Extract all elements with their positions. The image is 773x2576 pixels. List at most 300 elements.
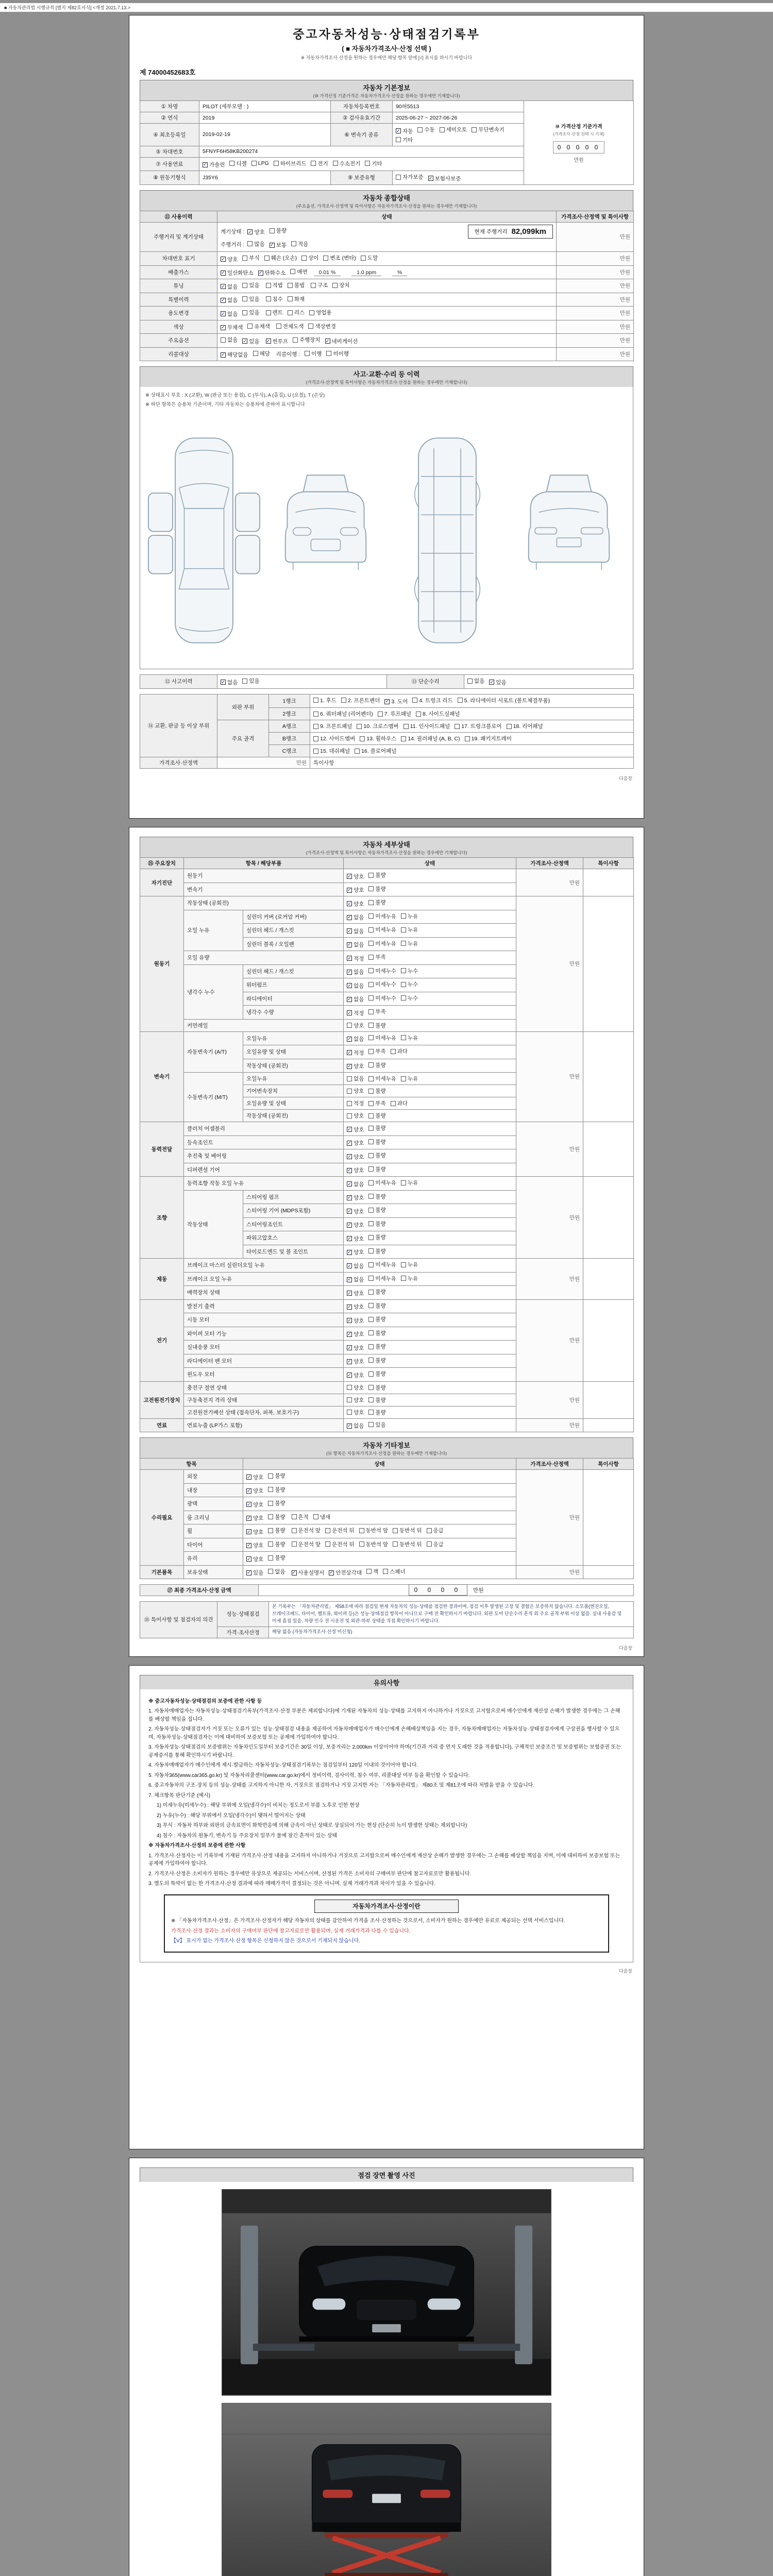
checkbox-checked[interactable] [246, 1555, 263, 1563]
checkbox-unchecked[interactable] [308, 323, 336, 330]
checkbox-checked[interactable] [347, 1009, 364, 1017]
item-label: 와이퍼 모터 기능 [184, 1327, 344, 1341]
checkbox-unchecked[interactable] [357, 722, 398, 730]
checkbox-label: 장치 [339, 282, 350, 289]
checkbox-unchecked[interactable] [368, 885, 385, 893]
checkbox-unchecked[interactable] [313, 722, 352, 730]
usage-change-cell [217, 307, 557, 320]
checkbox-checked[interactable] [329, 1569, 362, 1577]
checkbox-unchecked[interactable] [347, 1087, 364, 1095]
checkbox-unchecked[interactable] [455, 722, 501, 730]
checkbox-unchecked[interactable] [401, 967, 418, 975]
checkbox-unchecked[interactable] [268, 1554, 285, 1562]
checkbox-unchecked[interactable] [253, 350, 270, 358]
checkbox-label: LPG [258, 160, 269, 166]
checkbox-checked[interactable] [347, 1290, 364, 1297]
checkbox-box [268, 1501, 273, 1506]
checkbox-unchecked[interactable] [368, 1421, 385, 1429]
checkbox-unchecked[interactable] [276, 323, 304, 330]
checkbox-box [368, 1371, 374, 1377]
checkbox-label: 양호 [354, 1331, 364, 1337]
checkbox-label: 없음 [354, 996, 364, 1003]
checkbox-unchecked[interactable] [368, 1329, 385, 1337]
checkbox-unchecked[interactable] [313, 747, 350, 755]
checkbox-box: ✓ [270, 242, 274, 247]
checkbox-checked[interactable] [221, 269, 254, 277]
checkbox-unchecked[interactable] [368, 1061, 385, 1069]
checkbox-unchecked[interactable] [368, 1384, 385, 1392]
checkbox-label: 자동 [402, 128, 413, 134]
checkbox-unchecked[interactable] [368, 994, 396, 1002]
checkbox-checked[interactable] [428, 175, 461, 182]
checkbox-unchecked[interactable] [368, 899, 385, 906]
checkbox-unchecked[interactable] [401, 1034, 418, 1042]
checkbox-box [393, 1528, 398, 1533]
price-cell: 만원 [516, 1470, 583, 1566]
checkbox-unchecked[interactable] [368, 1370, 385, 1378]
checkbox-box: ✓ [347, 914, 351, 920]
checkbox-unchecked[interactable] [268, 1486, 285, 1494]
checkbox-unchecked[interactable] [361, 254, 378, 262]
checkbox-unchecked[interactable] [368, 1034, 396, 1042]
checkbox-unchecked[interactable] [368, 1193, 385, 1200]
checkbox-checked[interactable] [221, 256, 238, 263]
status-checkbox-group [344, 1177, 516, 1191]
checkbox-unchecked[interactable] [368, 1315, 385, 1323]
car-damage-diagrams [140, 412, 633, 669]
checkbox-unchecked[interactable] [396, 173, 424, 181]
checkbox-label: 양호 [253, 1474, 264, 1481]
checkbox-checked[interactable] [270, 241, 287, 249]
checkbox-unchecked[interactable] [368, 1087, 385, 1095]
checkbox-box: ✓ [243, 338, 247, 344]
checkbox-unchecked[interactable] [368, 1275, 396, 1282]
checkbox-unchecked[interactable] [368, 926, 396, 934]
checkbox-unchecked[interactable] [366, 1568, 378, 1575]
checkbox-unchecked[interactable] [401, 1075, 418, 1082]
checkbox-unchecked[interactable] [368, 1151, 385, 1159]
checkbox-unchecked[interactable] [266, 309, 283, 316]
checkbox-unchecked[interactable] [325, 1540, 355, 1548]
checkbox-box [401, 1076, 406, 1081]
checkbox-checked[interactable] [347, 941, 364, 948]
checkbox-label: 과다 [397, 1100, 408, 1107]
checkbox-unchecked[interactable] [293, 336, 321, 344]
checkbox-unchecked[interactable] [268, 1472, 285, 1480]
checkbox-checked[interactable] [347, 927, 364, 935]
checkbox-unchecked[interactable] [359, 1540, 389, 1548]
checkbox-unchecked[interactable] [360, 735, 396, 742]
checkbox-checked[interactable] [347, 1262, 364, 1270]
checkbox-unchecked[interactable] [401, 994, 418, 1002]
checkbox-unchecked[interactable] [401, 1261, 418, 1268]
price-base-note: (가격조사·산정 선택 시 기재) [553, 131, 604, 137]
checkbox-checked[interactable] [347, 1194, 364, 1201]
checkbox-unchecked[interactable] [332, 281, 349, 289]
checkbox-unchecked[interactable] [396, 136, 413, 144]
checkbox-unchecked[interactable] [393, 1527, 422, 1534]
checkbox-checked[interactable] [246, 1473, 263, 1481]
row-label: 용도변경 [140, 307, 217, 320]
checkbox-box [242, 310, 247, 315]
table-header-row [140, 858, 634, 869]
checkbox-unchecked[interactable] [368, 1008, 385, 1015]
checkbox-checked[interactable] [347, 1358, 364, 1365]
checkbox-box [368, 941, 374, 946]
checkbox-unchecked[interactable] [368, 1288, 385, 1296]
checkbox-unchecked[interactable] [268, 1513, 285, 1521]
checkbox-unchecked[interactable] [290, 268, 307, 276]
checkbox-unchecked[interactable] [313, 710, 373, 718]
checkbox-unchecked[interactable] [383, 1568, 405, 1575]
checkbox-unchecked[interactable] [242, 309, 259, 316]
checkbox-unchecked[interactable] [427, 1527, 444, 1534]
checkbox-unchecked[interactable] [347, 1396, 364, 1404]
recall-checkbox-group [221, 351, 275, 358]
checkbox-checked[interactable] [247, 228, 264, 236]
table-row [140, 222, 634, 252]
price-cell: 만원 [516, 1177, 583, 1259]
checkbox-box: ✓ [347, 1181, 351, 1187]
checkbox-box [247, 241, 253, 246]
notice-item: 4. 자동차매매업자가 매수인에게 제시·발급하는 자동차성능·상태점검기록부는 점검일부터 120일 이내의 것이어야 합니다. [148, 1762, 418, 1769]
checkbox-checked[interactable] [292, 1569, 325, 1577]
checkbox-unchecked[interactable] [412, 697, 452, 704]
checkbox-checked[interactable] [221, 679, 238, 686]
checkbox-box [313, 749, 318, 754]
checkbox-checked[interactable] [384, 698, 408, 705]
item-label: 등속조인트 [184, 1136, 344, 1149]
checkbox-unchecked[interactable] [292, 1540, 321, 1548]
checkbox-unchecked[interactable] [333, 160, 361, 167]
checkbox-box [368, 1009, 374, 1014]
checkbox-checked[interactable] [221, 351, 248, 359]
checkbox-label: 미세누수 [375, 968, 396, 974]
checkbox-unchecked[interactable] [242, 677, 259, 685]
checkbox-unchecked[interactable] [393, 1540, 422, 1548]
checkbox-unchecked[interactable] [347, 1112, 364, 1120]
checkbox-checked[interactable] [347, 995, 364, 1003]
section-note: (가격조사·산정액 및 특이사항은 자동차가격조사·산정을 원하는 경우에만 기재합니다) [306, 850, 467, 855]
checkbox-unchecked[interactable] [401, 926, 418, 934]
checkbox-unchecked[interactable] [368, 1302, 385, 1310]
checkbox-unchecked[interactable] [465, 735, 512, 742]
status-checkbox-group [344, 1085, 516, 1097]
checkbox-unchecked[interactable] [368, 1343, 385, 1350]
checkbox-label: 양호 [354, 1022, 364, 1029]
checkbox-unchecked[interactable] [326, 350, 348, 358]
checkbox-checked[interactable] [347, 982, 364, 990]
notice-subitem: 4) 침수 : 자동차의 원동기, 변속기 등 주요장치 일부가 물에 잠긴 흔적이 있는 상태 [157, 1833, 338, 1839]
checkbox-box [333, 161, 338, 166]
checkbox-unchecked[interactable] [347, 1099, 364, 1107]
checkbox-unchecked[interactable] [368, 1357, 385, 1364]
checkbox-checked[interactable] [347, 1049, 364, 1057]
checkbox-label: 미세누유 [375, 940, 396, 947]
checkbox-unchecked[interactable] [507, 722, 543, 730]
status-checkbox-group [344, 1259, 516, 1273]
checkbox-unchecked[interactable] [416, 710, 460, 718]
checkbox-unchecked[interactable] [292, 1527, 321, 1534]
checkbox-checked[interactable] [347, 873, 364, 880]
section-title: 자동차 종합상태 [363, 194, 410, 202]
checkbox-unchecked[interactable] [313, 1513, 330, 1521]
checkbox-checked[interactable] [396, 127, 413, 135]
checkbox-unchecked[interactable] [291, 240, 308, 248]
checkbox-unchecked[interactable] [368, 1075, 396, 1082]
checkbox-unchecked[interactable] [368, 1233, 385, 1241]
checkbox-box [396, 175, 401, 180]
checkbox-unchecked[interactable] [251, 160, 269, 166]
checkbox-unchecked[interactable] [313, 697, 337, 704]
checkbox-checked[interactable] [347, 1330, 364, 1338]
note-cell [583, 896, 634, 1032]
checkbox-unchecked[interactable] [368, 953, 385, 961]
checkbox-unchecked[interactable] [365, 160, 382, 167]
checkbox-checked[interactable] [347, 1276, 364, 1283]
checkbox-unchecked[interactable] [368, 1220, 385, 1228]
checkbox-unchecked[interactable] [355, 747, 396, 755]
checkbox-unchecked[interactable] [368, 1124, 385, 1132]
checkbox-unchecked[interactable] [242, 254, 259, 262]
checkbox-label: 누수 [407, 968, 418, 974]
checkbox-unchecked[interactable] [247, 323, 270, 330]
checkbox-unchecked[interactable] [401, 1275, 418, 1282]
checkbox-unchecked[interactable] [368, 1047, 385, 1055]
color-status-cell [217, 320, 557, 334]
checkbox-unchecked[interactable] [347, 1075, 364, 1082]
item-label: 작동상태 (공회전) [184, 896, 344, 910]
checkbox-box [313, 724, 318, 729]
checkbox-unchecked[interactable] [268, 1540, 285, 1548]
checkbox-unchecked[interactable] [368, 1179, 396, 1187]
checkbox-unchecked[interactable] [368, 940, 396, 947]
checkbox-checked[interactable] [347, 1422, 364, 1430]
item-label: 연료누출 (LP가스 포함) [184, 1418, 344, 1432]
checkbox-checked[interactable] [242, 337, 259, 345]
checkbox-box [368, 1330, 374, 1335]
document-number: 제 74000452683호 [140, 69, 196, 76]
checkbox-checked[interactable] [325, 337, 358, 345]
checkbox-label: 양호 [354, 1063, 364, 1070]
checkbox-unchecked[interactable] [247, 240, 264, 248]
part-label: 타이로드엔드 및 볼 조인트 [243, 1245, 344, 1259]
checkbox-checked[interactable] [347, 1317, 364, 1325]
checkbox-unchecked[interactable] [404, 722, 450, 730]
checkbox-unchecked[interactable] [301, 254, 318, 262]
checkbox-unchecked[interactable] [347, 1409, 364, 1416]
checkbox-unchecked[interactable] [368, 1022, 385, 1029]
checkbox-checked[interactable] [258, 269, 286, 277]
checkbox-label: 18. 리어패널 [513, 723, 543, 730]
next-page-marker: 다음장 [618, 1968, 632, 1974]
checkbox-unchecked[interactable] [401, 912, 418, 920]
checkbox-unchecked[interactable] [401, 735, 460, 742]
checkbox-checked[interactable] [347, 1371, 364, 1379]
checkbox-checked[interactable] [246, 1528, 263, 1536]
checkbox-unchecked[interactable] [378, 710, 411, 718]
checkbox-checked[interactable] [347, 955, 364, 962]
checkbox-checked[interactable] [347, 1221, 364, 1229]
checkbox-checked[interactable] [221, 296, 238, 304]
checkbox-checked[interactable] [246, 1569, 263, 1577]
checkbox-unchecked[interactable] [359, 1527, 389, 1534]
checkbox-checked[interactable] [246, 1501, 263, 1509]
checkbox-checked[interactable] [347, 968, 364, 976]
part-label: 작동상태 (공회전) [243, 1059, 344, 1073]
checkbox-checked[interactable] [347, 886, 364, 894]
checkbox-unchecked[interactable] [368, 1165, 385, 1173]
checkbox-unchecked[interactable] [368, 1247, 385, 1255]
checkbox-checked[interactable] [347, 913, 364, 921]
checkbox-box: ✓ [329, 1570, 334, 1575]
checkbox-unchecked[interactable] [325, 1527, 355, 1534]
checkbox-label: 불량 [375, 1088, 386, 1094]
checkbox-label: 네비게이션 [331, 338, 358, 345]
checkbox-checked[interactable] [347, 1208, 364, 1215]
checkbox-unchecked[interactable] [242, 295, 259, 303]
checkbox-unchecked[interactable] [368, 1112, 385, 1120]
item-label: 내장 [184, 1483, 243, 1497]
checkbox-checked[interactable] [221, 324, 243, 331]
checkbox-checked[interactable] [246, 1514, 263, 1522]
checkbox-unchecked[interactable] [311, 281, 328, 289]
checkbox-checked[interactable] [221, 283, 238, 291]
status-checkbox-group [344, 1136, 516, 1149]
checkbox-unchecked[interactable] [440, 126, 467, 133]
checkbox-box [288, 310, 293, 315]
checkbox-unchecked[interactable] [288, 309, 305, 316]
checkbox-checked[interactable] [347, 1180, 364, 1188]
checkbox-unchecked[interactable] [221, 336, 238, 344]
checkbox-unchecked[interactable] [266, 281, 283, 289]
checkbox-unchecked[interactable] [288, 295, 305, 303]
checkbox-box: ✓ [347, 873, 351, 879]
checkbox-unchecked[interactable] [242, 281, 259, 289]
checkbox-unchecked[interactable] [368, 1409, 385, 1416]
note-cell [583, 1565, 634, 1579]
checkbox-unchecked[interactable] [268, 1568, 285, 1575]
checkbox-unchecked[interactable] [368, 1261, 396, 1268]
checkbox-checked[interactable] [347, 1153, 364, 1161]
checkbox-unchecked[interactable] [341, 697, 380, 704]
table-row [140, 896, 634, 910]
checkbox-unchecked[interactable] [274, 160, 307, 167]
emission-status-cell [217, 265, 557, 279]
checkbox-checked[interactable] [246, 1487, 263, 1495]
checkbox-checked[interactable] [203, 161, 225, 168]
checkbox-checked[interactable] [347, 900, 364, 908]
checkbox-unchecked[interactable] [266, 295, 283, 303]
checkbox-checked[interactable] [489, 679, 506, 686]
checkbox-unchecked[interactable] [268, 1527, 285, 1534]
notice-section-title: ※ 자동차가격조사·산정의 보증에 관한 사항 [148, 1843, 246, 1849]
checkbox-unchecked[interactable] [368, 1138, 385, 1146]
price-cell: 만원 [516, 1565, 583, 1579]
checkbox-checked[interactable] [347, 1166, 364, 1174]
checkbox-checked[interactable] [347, 1303, 364, 1311]
checkbox-unchecked[interactable] [401, 1179, 418, 1187]
checkbox-unchecked[interactable] [467, 677, 484, 685]
rank-label: C랭크 [269, 745, 310, 757]
checkbox-unchecked[interactable] [458, 697, 550, 704]
status-checkbox-group [344, 1327, 516, 1341]
checkbox-box [325, 1541, 330, 1547]
rankC-checkbox-group [310, 745, 634, 757]
checkbox-label: 양호 [254, 229, 265, 235]
checkbox-checked[interactable] [347, 1235, 364, 1243]
table-row [140, 1470, 634, 1484]
checkbox-unchecked[interactable] [270, 227, 287, 234]
checkbox-checked[interactable] [246, 1541, 263, 1549]
checkbox-unchecked[interactable] [229, 160, 246, 167]
checkbox-box [266, 310, 271, 315]
checkbox-unchecked[interactable] [313, 735, 355, 742]
checkbox-unchecked[interactable] [417, 126, 434, 133]
checkbox-unchecked[interactable] [368, 1396, 385, 1404]
checkbox-checked[interactable] [347, 1248, 364, 1256]
checkbox-box: ✓ [347, 1249, 351, 1255]
checkbox-unchecked[interactable] [368, 967, 396, 975]
checkbox-unchecked[interactable] [368, 912, 396, 920]
part-label: 스티어링조인트 [243, 1217, 344, 1231]
checkbox-unchecked[interactable] [323, 254, 356, 262]
checkbox-unchecked[interactable] [427, 1540, 444, 1548]
checkbox-unchecked[interactable] [264, 254, 297, 262]
status-checkbox-group [344, 1272, 516, 1286]
checkbox-label: 누유 [407, 913, 418, 920]
first-reg-value: 2019-02-19 [199, 124, 331, 146]
checkbox-unchecked[interactable] [311, 160, 328, 167]
checkbox-checked[interactable] [221, 310, 238, 318]
checkbox-unchecked[interactable] [288, 281, 305, 289]
status-checkbox-group [344, 883, 516, 896]
checkbox-unchecked[interactable] [347, 1384, 364, 1392]
price-appraisal-box-title: 자동차가격조사·산정이란 [314, 1900, 459, 1913]
checkbox-box: ✓ [385, 699, 390, 704]
checkbox-unchecked[interactable] [391, 1047, 408, 1055]
checkbox-unchecked[interactable] [472, 126, 505, 133]
checkbox-checked[interactable] [347, 1126, 364, 1133]
checkbox-checked[interactable] [266, 337, 288, 345]
checkbox-unchecked[interactable] [268, 1499, 285, 1507]
checkbox-checked[interactable] [347, 1062, 364, 1070]
checkbox-checked[interactable] [347, 1035, 364, 1043]
checkbox-label: 리스 [294, 310, 305, 316]
checkbox-unchecked[interactable] [391, 1099, 408, 1107]
checkbox-unchecked[interactable] [368, 1099, 385, 1107]
checkbox-unchecked[interactable] [401, 940, 418, 947]
checkbox-unchecked[interactable] [309, 309, 331, 316]
next-page-marker: 다음장 [618, 1645, 632, 1651]
item-label: 추진축 및 베어링 [184, 1149, 344, 1163]
checkbox-checked[interactable] [347, 1344, 364, 1352]
checkbox-unchecked[interactable] [368, 980, 396, 988]
checkbox-unchecked[interactable] [305, 350, 322, 358]
checkbox-unchecked[interactable] [292, 1513, 309, 1521]
checkbox-unchecked[interactable] [401, 980, 418, 988]
status-checkbox-group [344, 1019, 516, 1031]
checkbox-unchecked[interactable] [347, 1022, 364, 1029]
checkbox-label: 1. 후드 [320, 697, 337, 704]
checkbox-label: 불량 [375, 1207, 386, 1213]
checkbox-checked[interactable] [347, 1139, 364, 1147]
car-diagram-underbody-view [386, 422, 508, 659]
inspection-photo-front [222, 2189, 551, 2396]
checkbox-unchecked[interactable] [368, 871, 385, 879]
checkbox-label: 적정 [354, 1010, 364, 1016]
checkbox-unchecked[interactable] [368, 1206, 385, 1214]
